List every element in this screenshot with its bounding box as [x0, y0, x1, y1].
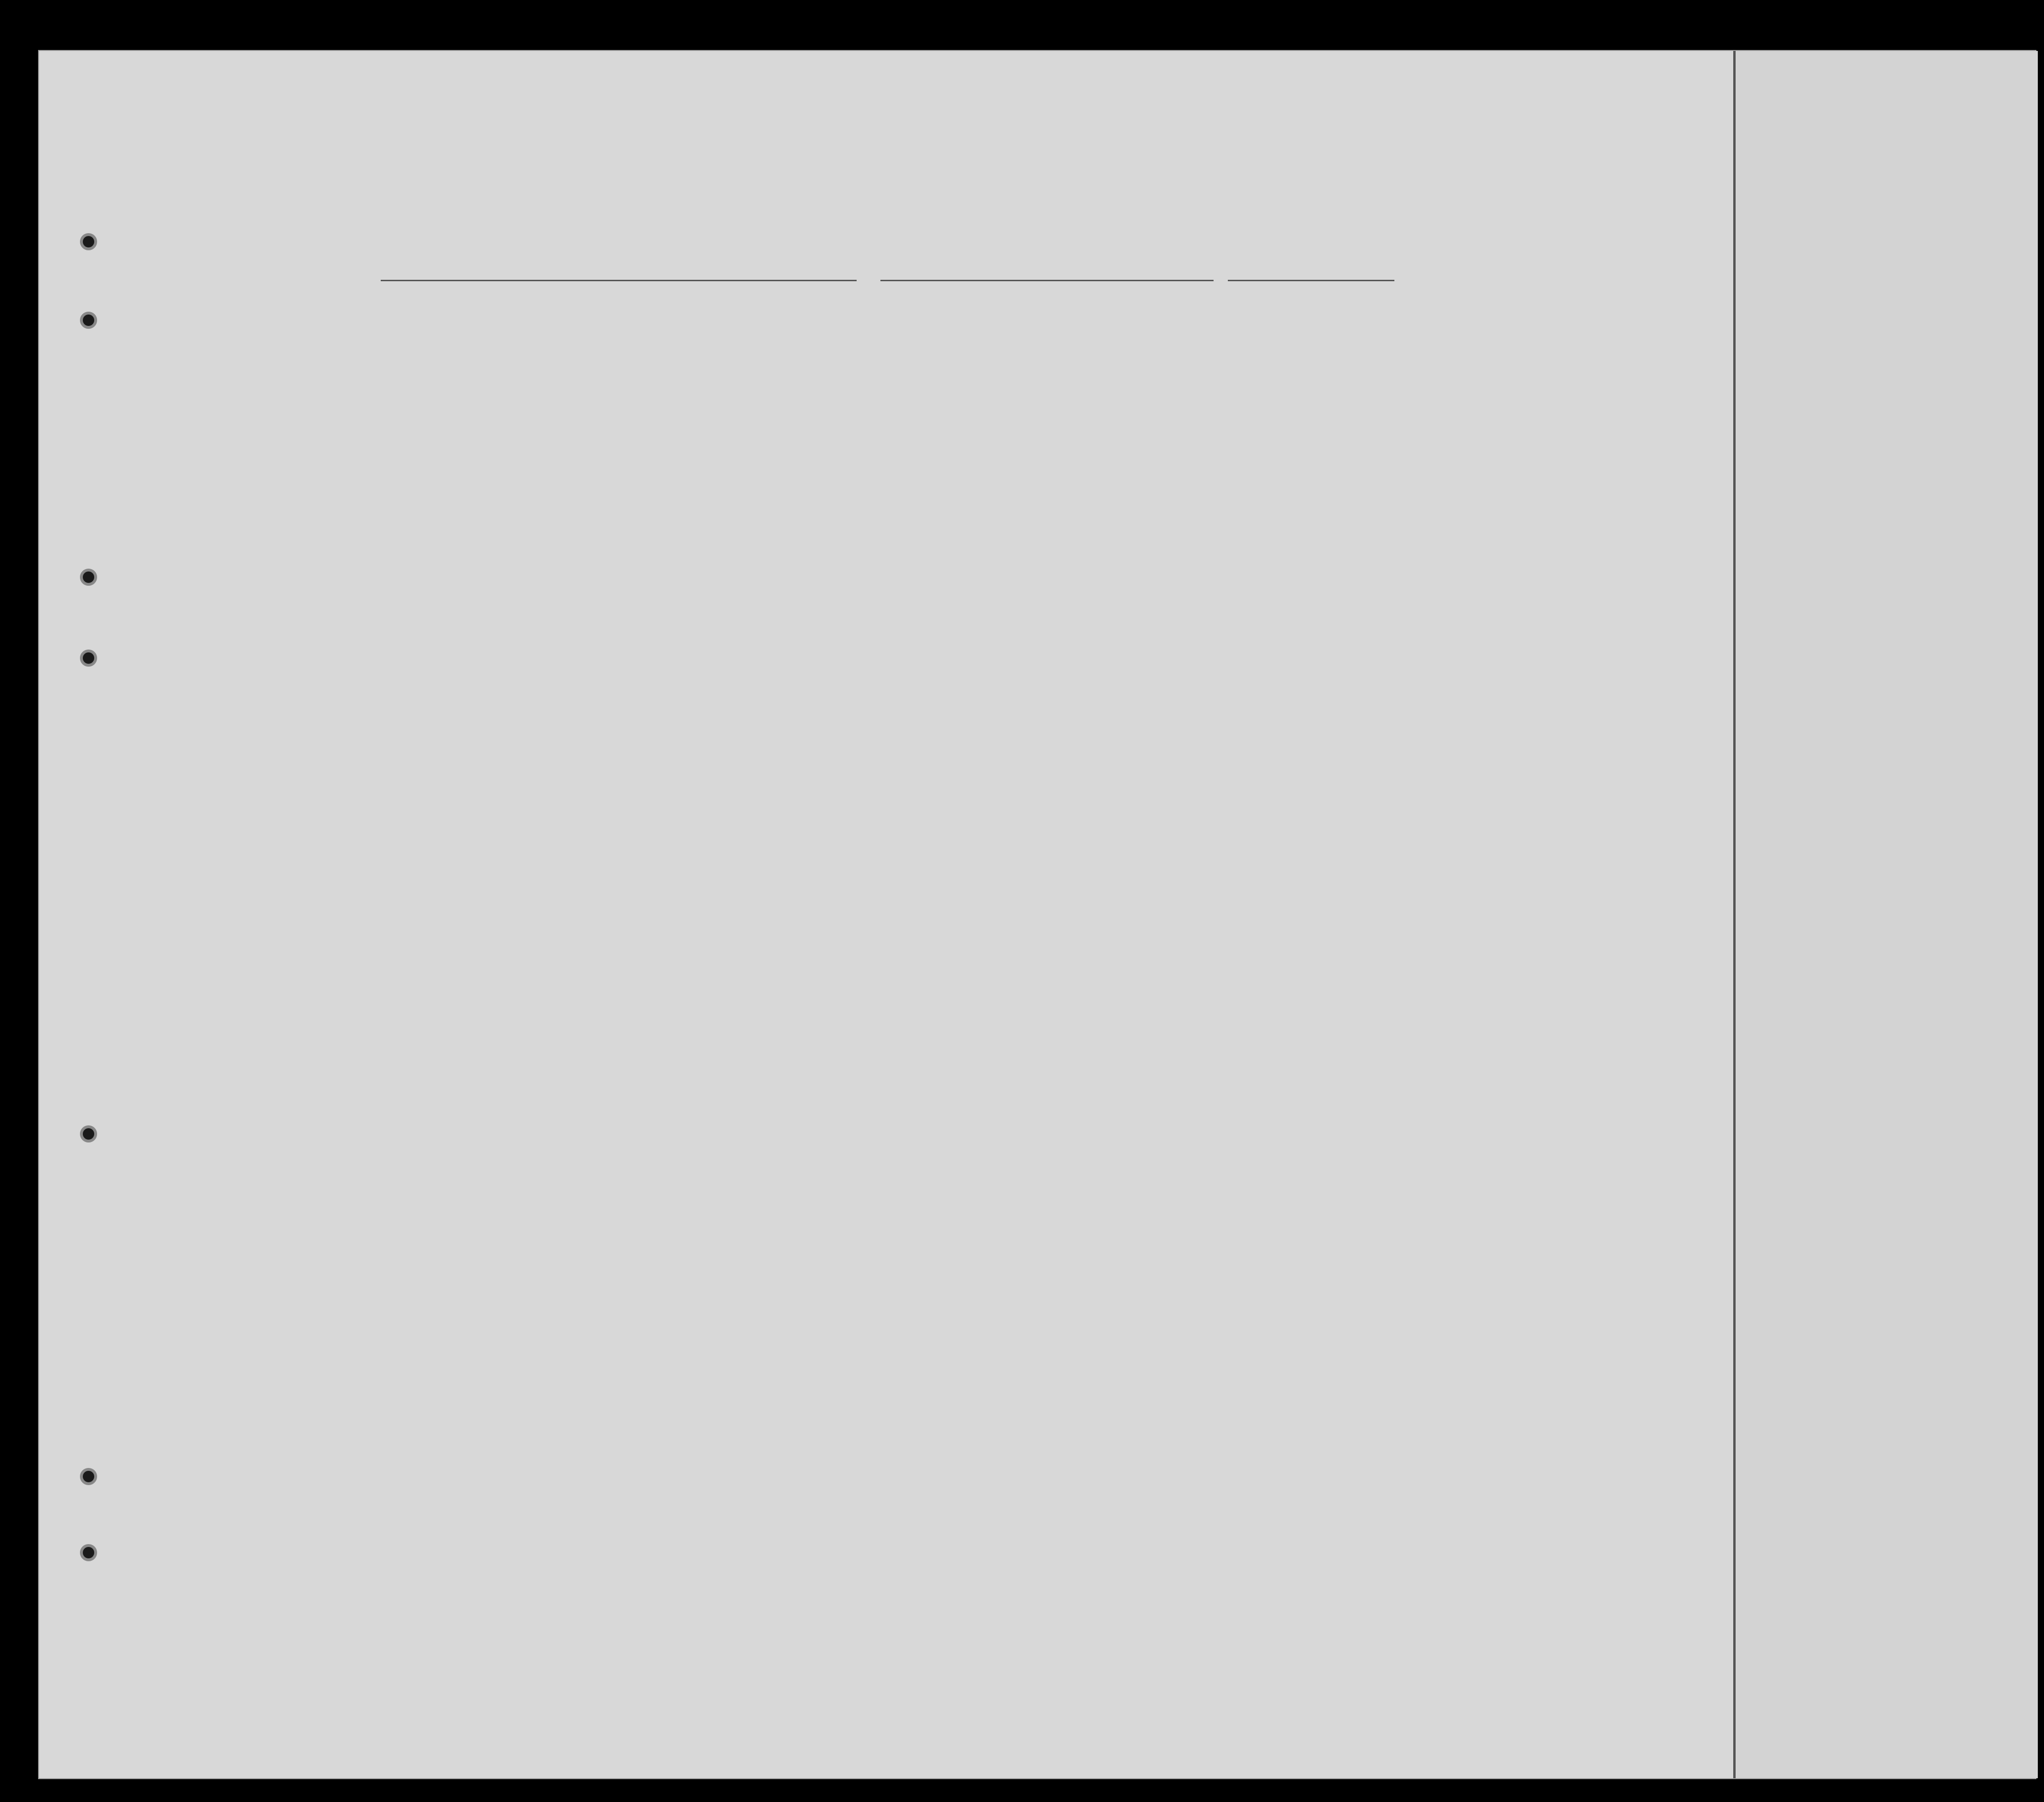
punch-hole-icon: [80, 1544, 97, 1561]
arriving-rule: [880, 280, 1214, 281]
arriving-rule: [1228, 280, 1394, 281]
punch-hole-icon: [80, 1468, 97, 1485]
punch-hole-icon: [80, 650, 97, 667]
right-page-strip: [1733, 51, 2038, 1778]
punch-hole-icon: [80, 233, 97, 250]
arriving-rule: [381, 280, 857, 281]
manifest-sheet: [38, 50, 2036, 1779]
punch-hole-icon: [80, 312, 97, 329]
punch-hole-icon: [80, 569, 97, 586]
punch-hole-icon: [80, 1125, 97, 1142]
